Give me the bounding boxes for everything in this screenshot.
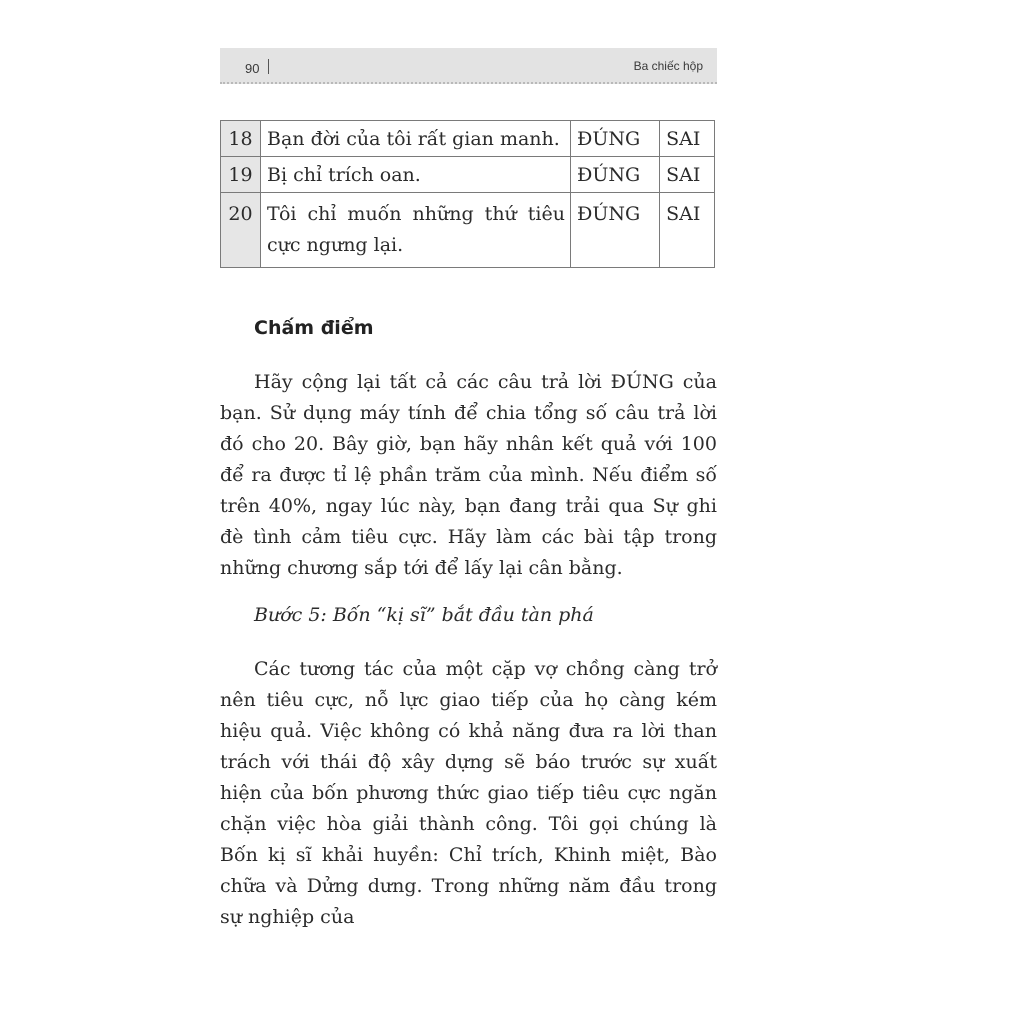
section-heading: Chấm điểm	[254, 317, 374, 339]
step-paragraph: Các tương tác của một cặp vợ chồng càng trở nên tiêu cực, nỗ lực giao tiếp của họ càng kém hiệu quả. Việc không có khả năng đưa ra lời than trách với thái độ xây dựng sẽ báo trước sự xuất hiện của bốn phương thức giao tiếp tiêu cực ngăn chặn việc hòa giải thành công. Tôi gọi chúng là Bốn kị sĩ khải huyền: Chỉ trích, Khinh miệt, Bào chữa và Dửng dưng. Trong những năm đầu trong sự nghiệp của	[220, 658, 717, 928]
quiz-table	[220, 120, 715, 268]
table-row	[221, 121, 715, 157]
question-number: 20	[221, 193, 261, 268]
question-statement: Bị chỉ trích oan.	[261, 157, 571, 193]
true-option: ĐÚNG	[571, 193, 660, 268]
true-option: ĐÚNG	[571, 121, 660, 157]
false-option: SAI	[660, 157, 715, 193]
false-option: SAI	[660, 193, 715, 268]
table-row	[221, 157, 715, 193]
true-option: ĐÚNG	[571, 157, 660, 193]
question-statement: Bạn đời của tôi rất gian manh.	[261, 121, 571, 157]
question-statement: Tôi chỉ muốn những thứ tiêu cực ngưng lại.	[261, 193, 571, 268]
question-number: 18	[221, 121, 261, 157]
table-row	[221, 193, 715, 268]
book-title: Ba chiếc hộp	[633, 59, 703, 73]
false-option: SAI	[660, 121, 715, 157]
header-divider	[268, 59, 269, 74]
page-number: 90	[245, 61, 260, 76]
scoring-paragraph: Hãy cộng lại tất cả các câu trả lời ĐÚNG của bạn. Sử dụng máy tính để chia tổng số câu trả lời đó cho 20. Bây giờ, bạn hãy nhân kết quả với 100 để ra được tỉ lệ phần trăm của mình. Nếu điểm số trên 40%, ngay lúc này, bạn đang trải qua Sự ghi đè tình cảm tiêu cực. Hãy làm các bài tập trong những chương sắp tới để lấy lại cân bằng.	[220, 371, 717, 579]
step-subheading: Bước 5: Bốn “kị sĩ” bắt đầu tàn phá	[254, 604, 594, 626]
question-number: 19	[221, 157, 261, 193]
running-header	[220, 48, 717, 84]
